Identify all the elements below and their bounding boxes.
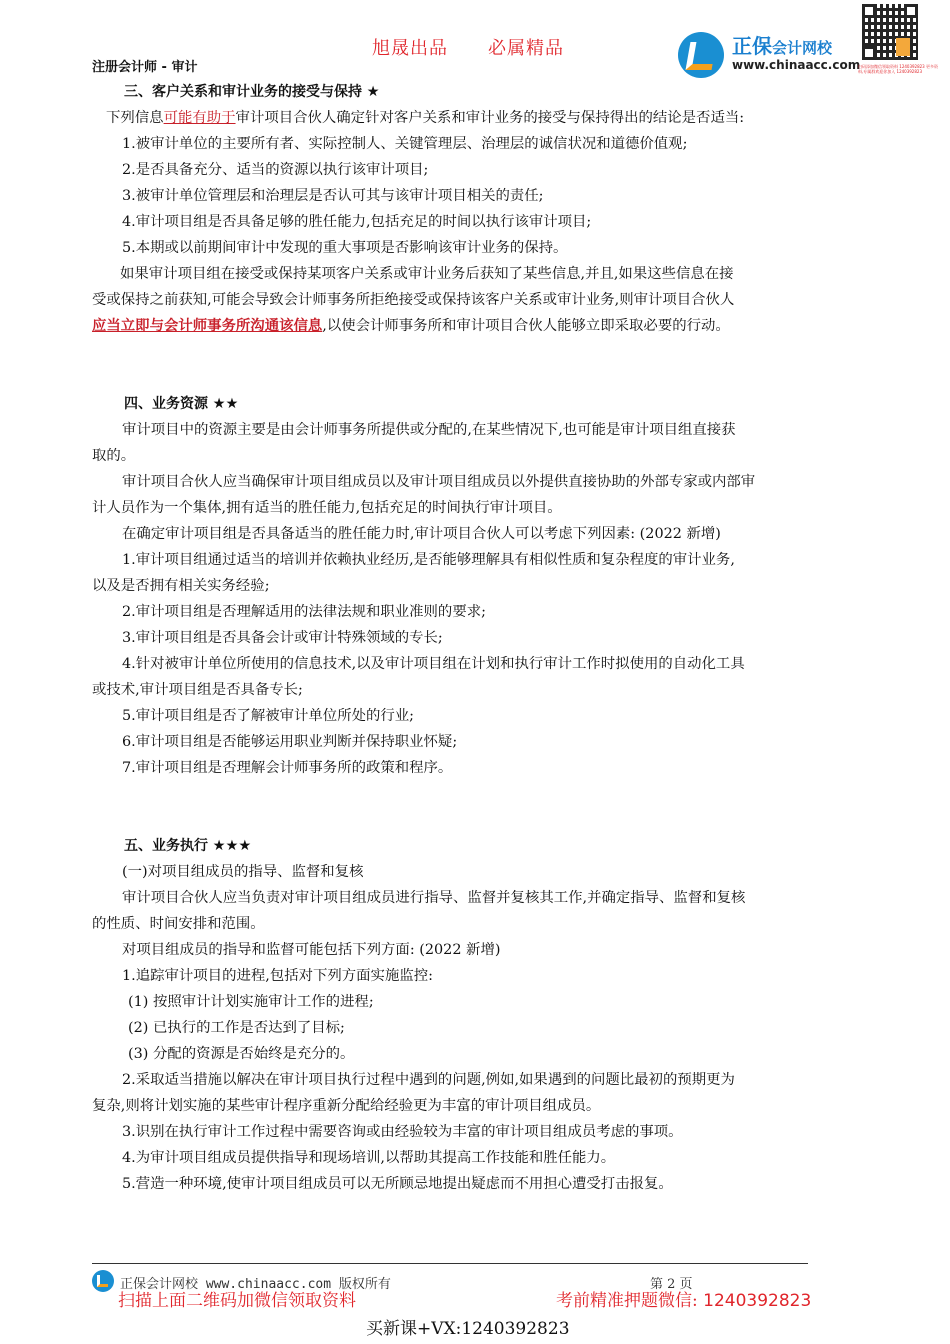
promo-number: 1240392823 — [703, 1291, 812, 1311]
list-item: 3.审计项目组是否具备会计或审计特殊领域的专长; — [122, 630, 443, 646]
paragraph: 在确定审计项目组是否具备适当的胜任能力时,审计项目合伙人可以考虑下列因素: (2022 新增) — [122, 526, 721, 542]
brand-suffix: 会计网校 — [772, 39, 833, 57]
paragraph: 审计项目合伙人应当确保审计项目组成员以及审计项目组成员以外提供直接协助的外部专家或内部审 — [122, 474, 756, 490]
list-item: 4.审计项目组是否具备足够的胜任能力,包括充足的时间以执行该审计项目; — [122, 214, 592, 230]
qr-caption: 扫码添加微信领取资料 1240392823 更多资料,专属群欢迎你加入 1240392823 — [858, 64, 938, 74]
page-number: 第 2 页 — [650, 1277, 693, 1292]
star-rating: ★ — [366, 84, 380, 100]
star-rating: ★★ — [212, 396, 239, 412]
qr-finder — [862, 46, 876, 60]
slogan-left: 旭晟出品 — [372, 38, 448, 59]
list-item: 5.营造一种环境,使审计项目组成员可以无所顾忌地提出疑虑而不用担心遭受打击报复。 — [122, 1176, 673, 1192]
list-item: 或技术,审计项目组是否具备专长; — [92, 682, 303, 698]
paragraph: 审计项目合伙人应当负责对审计项目组成员进行指导、监督并复核其工作,并确定指导、监督和复核 — [122, 890, 746, 906]
paragraph: 应当立即与会计师事务所沟通该信息,以使会计师事务所和审计项目合伙人能够立即采取必要的行动。 — [92, 317, 730, 334]
paragraph: 审计项目中的资源主要是由会计师事务所提供或分配的,在某些情况下,也可能是审计项目组直接获 — [122, 422, 736, 438]
highlight-text: 应当立即与会计师事务所沟通该信息 — [92, 317, 323, 334]
list-item: 1.被审计单位的主要所有者、实际控制人、关键管理层、治理层的诚信状况和道德价值观; — [122, 136, 688, 152]
section-3-intro: 下列信息可能有助于审计项目合伙人确定针对客户关系和审计业务的接受与保持得出的结论是否适当: — [106, 110, 745, 126]
list-item: 2.审计项目组是否理解适用的法律法规和职业准则的要求; — [122, 604, 486, 620]
header-slogan — [372, 34, 604, 60]
list-subitem: (1) 按照审计计划实施审计工作的进程; — [128, 994, 374, 1010]
list-item: 2.采取适当措施以解决在审计项目执行过程中遇到的问题,例如,如果遇到的问题比最初的预期更为 — [122, 1072, 735, 1088]
list-item: 1.追踪审计项目的进程,包括对下列方面实施监控: — [122, 968, 433, 984]
qr-code-icon — [862, 4, 918, 60]
promo-left: 扫描上面二维码加微信领取资料 — [118, 1291, 356, 1311]
qr-code — [858, 4, 938, 74]
list-item: 5.审计项目组是否了解被审计单位所处的行业; — [122, 708, 415, 724]
list-item: 以及是否拥有相关实务经验; — [92, 578, 270, 594]
list-item: 5.本期或以前期间审计中发现的重大事项是否影响该审计业务的保持。 — [122, 240, 568, 256]
brand-url: www.chinaacc.com — [732, 58, 861, 72]
section-3-title: 三、客户关系和审计业务的接受与保持 ★ — [124, 84, 380, 100]
list-item: 4.为审计项目组成员提供指导和现场培训,以帮助其提高工作技能和胜任能力。 — [122, 1150, 616, 1166]
promo-right: 考前精准押题微信: 1240392823 — [556, 1291, 812, 1311]
section-5-title: 五、业务执行 ★★★ — [124, 838, 252, 854]
section-4-title: 四、业务资源 ★★ — [124, 396, 239, 412]
star-rating: ★★★ — [212, 838, 252, 854]
bottom-contact: 买新课+VX:1240392823 — [366, 1319, 570, 1339]
paragraph: 如果审计项目组在接受或保持某项客户关系或审计业务后获知了某些信息,并且,如果这些信息在接 — [120, 266, 734, 282]
list-item: 3.识别在执行审计工作过程中需要咨询或由经验较为丰富的审计项目组成员考虑的事项。 — [122, 1124, 683, 1140]
list-item: 2.是否具备充分、适当的资源以执行该审计项目; — [122, 162, 429, 178]
footer-divider — [92, 1263, 808, 1264]
list-item: 4.针对被审计单位所使用的信息技术,以及审计项目组在计划和执行审计工作时拟使用的自动化工具 — [122, 656, 745, 672]
list-item: 3.被审计单位管理层和治理层是否认可其与该审计项目相关的责任; — [122, 188, 544, 204]
subsection-title: (一)对项目组成员的指导、监督和复核 — [122, 864, 364, 880]
brand-logo — [678, 28, 861, 80]
footer-copyright: 正保会计网校 www.chinaacc.com 版权所有 — [120, 1277, 391, 1292]
brand-name: 正保会计网校 — [732, 34, 833, 58]
highlight-text: 可能有助于 — [163, 110, 236, 126]
paragraph: 受或保持之前获知,可能会导致会计师事务所拒绝接受或保持该客户关系或审计业务,则审计项目合伙人 — [92, 292, 735, 308]
list-subitem: (3) 分配的资源是否始终是充分的。 — [128, 1046, 355, 1062]
list-item: 6.审计项目组是否能够运用职业判断并保持职业怀疑; — [122, 734, 458, 750]
footer-logo-icon — [92, 1270, 114, 1292]
list-item: 复杂,则将计划实施的某些审计程序重新分配给经验更为丰富的审计项目组成员。 — [92, 1098, 601, 1114]
paragraph: 对项目组成员的指导和监督可能包括下列方面: (2022 新增) — [122, 942, 501, 958]
qr-finder — [862, 4, 876, 18]
list-subitem: (2) 已执行的工作是否达到了目标; — [128, 1020, 345, 1036]
list-item: 7.审计项目组是否理解会计师事务所的政策和程序。 — [122, 760, 453, 776]
slogan-right: 必属精品 — [488, 38, 564, 59]
list-item: 1.审计项目组通过适当的培训并依赖执业经历,是否能够理解具有相似性质和复杂程度的审计业务, — [122, 552, 735, 568]
paragraph: 计人员作为一个集体,拥有适当的胜任能力,包括充足的时间执行审计项目。 — [92, 500, 562, 516]
paragraph: 取的。 — [92, 448, 136, 464]
qr-badge — [896, 38, 910, 56]
paragraph: 的性质、时间安排和范围。 — [92, 916, 265, 932]
qr-finder — [904, 4, 918, 18]
header-subject: 注册会计师 - 审计 — [92, 60, 198, 75]
document-body — [92, 79, 862, 1197]
logo-icon — [678, 32, 724, 78]
